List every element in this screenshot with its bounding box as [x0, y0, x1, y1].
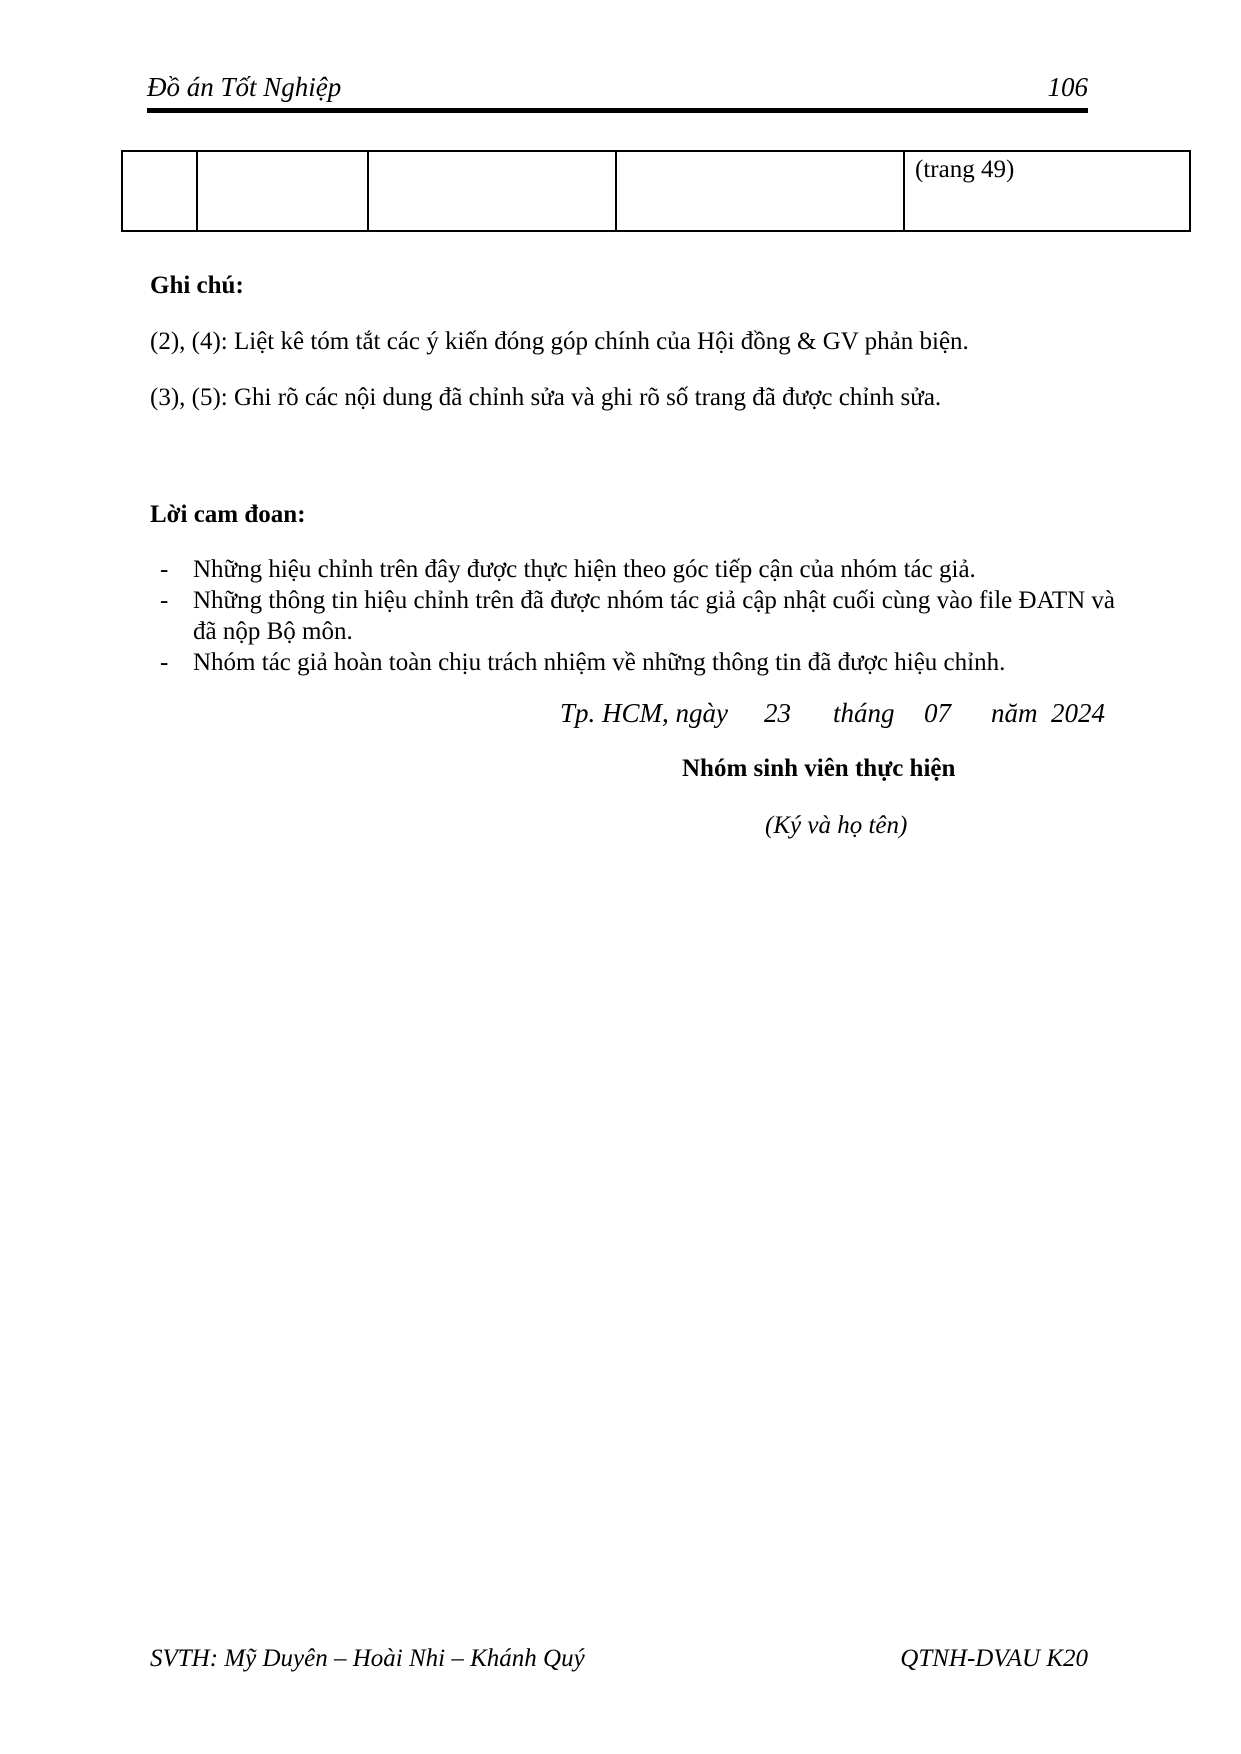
table-cell — [122, 151, 197, 231]
header-divider — [147, 108, 1088, 113]
date-year: 2024 — [1051, 698, 1105, 728]
date-year-label: năm — [991, 698, 1038, 728]
table-cell — [197, 151, 368, 231]
list-item-text: Nhóm tác giả hoàn toàn chịu trách nhiệm về những thông tin đã được hiệu chỉnh. — [193, 649, 1006, 676]
list-item — [160, 554, 1120, 585]
table-cell: (trang 49) — [904, 151, 1190, 231]
date-month-label: tháng — [833, 698, 895, 728]
footer-class: QTNH-DVAU K20 — [900, 1645, 1088, 1672]
signature-note: (Ký và họ tên) — [765, 812, 908, 839]
list-item-text: Những hiệu chỉnh trên đây được thực hiện theo góc tiếp cận của nhóm tác giả. — [193, 556, 976, 583]
bullet-dash: - — [160, 649, 169, 676]
note-line: (2), (4): Liệt kê tóm tắt các ý kiến đóng góp chính của Hội đồng & GV phản biện. — [150, 328, 969, 355]
bullet-dash: - — [160, 556, 169, 583]
bullet-dash: - — [160, 587, 169, 614]
commitment-heading: Lời cam đoan: — [150, 501, 306, 528]
table-row — [122, 151, 1190, 231]
date-day: 23 — [764, 698, 791, 728]
date-line — [560, 698, 1105, 729]
date-month: 07 — [924, 698, 951, 728]
footer-authors: SVTH: Mỹ Duyên – Hoài Nhi – Khánh Quý — [150, 1645, 585, 1672]
notes-heading: Ghi chú: — [150, 272, 244, 299]
date-place-label: Tp. HCM, ngày — [560, 698, 728, 728]
commitment-list — [160, 554, 1120, 678]
page-number: 106 — [1047, 72, 1088, 102]
list-item — [160, 647, 1120, 678]
note-line: (3), (5): Ghi rõ các nội dung đã chỉnh sửa và ghi rõ số trang đã được chỉnh sửa. — [150, 384, 942, 411]
table-cell — [616, 151, 904, 231]
signature-title: Nhóm sinh viên thực hiện — [682, 755, 956, 782]
list-item-text: Những thông tin hiệu chỉnh trên đã được nhóm tác giả cập nhật cuối cùng vào file ĐATN và đã nộp Bộ môn. — [193, 587, 1116, 645]
header-title: Đồ án Tốt Nghiệp — [147, 72, 342, 102]
revision-table — [121, 150, 1191, 232]
list-item — [160, 585, 1120, 647]
table-cell — [368, 151, 616, 231]
